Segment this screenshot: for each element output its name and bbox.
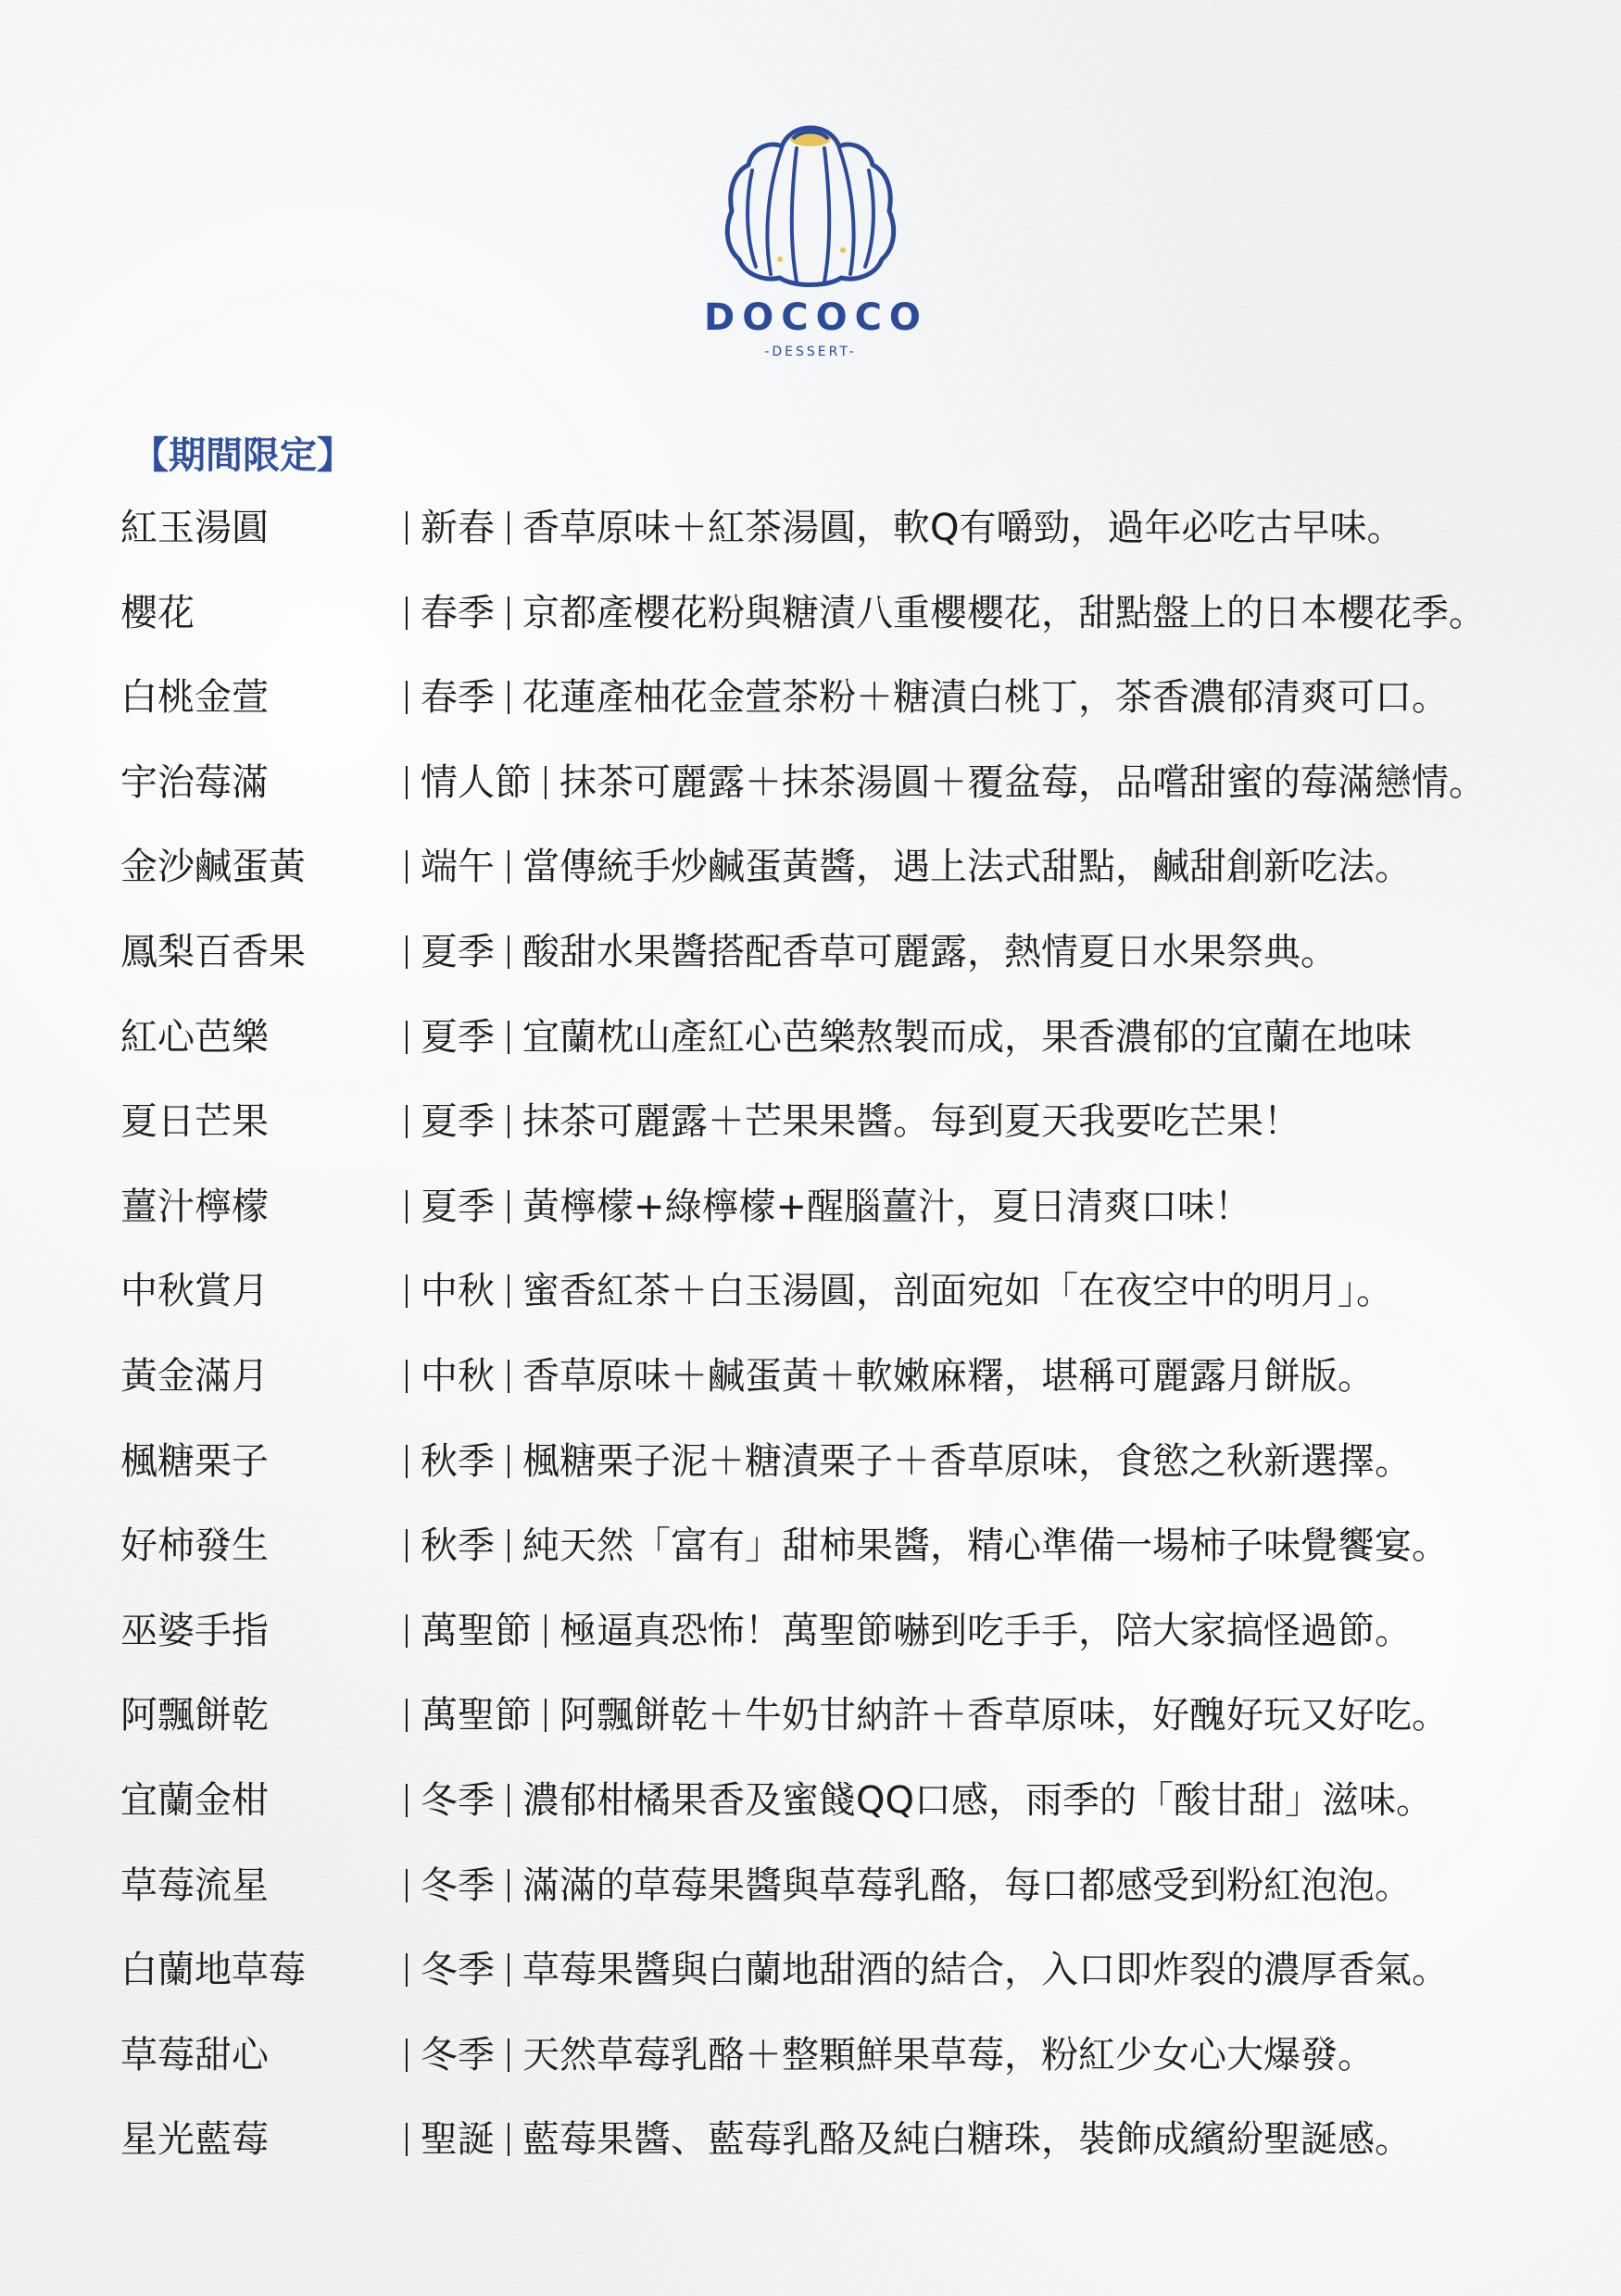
menu-item [120, 924, 1612, 1010]
item-name: 星光藍莓 [120, 2118, 269, 2162]
item-season: 聖誕 [421, 2118, 495, 2162]
item-description: 極逼真恐怖！萬聖節嚇到吃手手，陪大家搞怪過節。 [559, 1609, 1412, 1652]
item-name: 好柿發生 [120, 1524, 269, 1568]
item-detail [406, 1434, 1412, 1489]
separator [508, 1529, 509, 1562]
separator [406, 766, 408, 799]
item-description: 滿滿的草莓果醬與草莓乳酪，每口都感受到粉紅泡泡。 [522, 1863, 1412, 1907]
item-description: 阿飄餅乾＋牛奶甘納許＋香草原味，好醜好玩又好吃。 [559, 1694, 1449, 1738]
item-season: 萬聖節 [421, 1694, 532, 1738]
item-season: 冬季 [421, 1778, 495, 1822]
item-detail [406, 2027, 1375, 2083]
menu-item [120, 2027, 1612, 2113]
item-name: 紅心芭樂 [120, 1015, 269, 1059]
item-season: 春季 [421, 676, 495, 720]
item-name: 宜蘭金柑 [120, 1778, 269, 1822]
item-season: 端午 [421, 846, 495, 889]
item-description: 當傳統手炒鹹蛋黃醬，遇上法式甜點，鹹甜創新吃法。 [522, 846, 1412, 889]
item-season: 萬聖節 [421, 1609, 532, 1652]
brand-logo [704, 111, 928, 370]
item-name: 紅玉湯圓 [120, 507, 269, 549]
menu-item [120, 585, 1612, 671]
menu-item [120, 1349, 1612, 1434]
item-description: 香草原味＋紅茶湯圓，軟Q有嚼勁，過年必吃古早味。 [522, 507, 1404, 549]
item-name: 鳳梨百香果 [120, 930, 306, 973]
item-season: 夏季 [421, 1100, 495, 1144]
item-name: 白桃金萱 [120, 676, 269, 720]
item-season: 情人節 [421, 760, 532, 804]
item-detail [406, 1094, 1301, 1149]
separator [508, 2039, 509, 2072]
separator [406, 1190, 408, 1223]
separator [406, 1021, 408, 1054]
separator [406, 1784, 408, 1817]
menu-item [120, 1179, 1612, 1264]
separator [406, 596, 408, 630]
menu-item [120, 1263, 1612, 1349]
item-description: 黃檸檬+綠檸檬+醒腦薑汁，夏日清爽口味！ [522, 1185, 1252, 1228]
item-detail [406, 2112, 1412, 2167]
separator [406, 850, 408, 884]
separator [406, 1869, 408, 1902]
item-description: 宜蘭枕山產紅心芭樂熬製而成，果香濃郁的宜蘭在地味 [522, 1015, 1412, 1059]
menu-item [120, 1942, 1612, 2027]
item-season: 冬季 [421, 2033, 495, 2076]
item-detail [406, 839, 1412, 895]
separator [406, 1274, 408, 1308]
menu-item [120, 1687, 1612, 1773]
separator [508, 2123, 509, 2156]
item-name: 阿飄餅乾 [120, 1694, 269, 1738]
separator [508, 511, 509, 545]
item-description: 濃郁柑橘果香及蜜餞QQ口感，雨季的「酸甘甜」滋味。 [522, 1778, 1433, 1822]
item-name: 草莓甜心 [120, 2033, 269, 2076]
separator [406, 1529, 408, 1562]
item-description: 抹茶可麗露＋抹茶湯圓＋覆盆莓，品嚐甜蜜的莓滿戀情。 [559, 760, 1486, 804]
separator [508, 1784, 509, 1817]
menu-item [120, 1094, 1612, 1179]
brand-subtitle: -DESSERT- [764, 345, 857, 359]
item-name: 宇治莓滿 [120, 760, 269, 804]
separator [406, 1699, 408, 1732]
item-name: 櫻花 [120, 591, 195, 634]
separator [406, 1614, 408, 1648]
item-detail [406, 1179, 1251, 1235]
separator [545, 1699, 547, 1732]
item-detail [406, 1010, 1412, 1065]
item-description: 酸甜水果醬搭配香草可麗露，熱情夏日水果祭典。 [522, 930, 1338, 973]
item-name: 白蘭地草莓 [120, 1949, 306, 1992]
item-detail [406, 1349, 1375, 1404]
separator [508, 1021, 509, 1054]
menu-item [120, 755, 1612, 840]
brand-name: DOCOCO [704, 296, 928, 339]
separator [508, 1360, 509, 1393]
item-name: 楓糖栗子 [120, 1439, 269, 1483]
separator [406, 2039, 408, 2072]
separator [406, 1445, 408, 1478]
item-season: 夏季 [421, 1185, 495, 1228]
item-season: 中秋 [421, 1354, 495, 1398]
item-season: 秋季 [421, 1524, 495, 1568]
item-detail [406, 500, 1403, 556]
separator [508, 1105, 509, 1138]
menu-item [120, 839, 1612, 924]
menu-item [120, 670, 1612, 755]
item-detail [406, 1942, 1449, 1998]
item-name: 黃金滿月 [120, 1354, 269, 1398]
item-description: 天然草莓乳酪＋整顆鮮果草莓，粉紅少女心大爆發。 [522, 2033, 1375, 2076]
item-detail [406, 1773, 1433, 1828]
item-detail [406, 1603, 1412, 1659]
item-season: 秋季 [421, 1439, 495, 1483]
item-name: 夏日芒果 [120, 1100, 269, 1144]
separator [545, 766, 547, 799]
separator [508, 850, 509, 884]
section-title: 【期間限定】 [132, 434, 354, 477]
item-season: 新春 [421, 507, 495, 549]
separator [406, 1953, 408, 1987]
separator [508, 596, 509, 630]
menu-item [120, 2112, 1612, 2197]
item-season: 夏季 [421, 1015, 495, 1059]
item-name: 金沙鹹蛋黃 [120, 846, 306, 889]
item-description: 京都產櫻花粉與糖漬八重櫻櫻花，甜點盤上的日本櫻花季。 [522, 591, 1486, 634]
item-description: 純天然「富有」甜柿果醬，精心準備一場柿子味覺饗宴。 [522, 1524, 1449, 1568]
separator [406, 1360, 408, 1393]
menu-item [120, 1858, 1612, 1943]
item-detail [406, 670, 1449, 725]
menu-list [120, 500, 1612, 2197]
menu-item [120, 500, 1612, 585]
separator [545, 1614, 547, 1648]
menu-item [120, 1603, 1612, 1688]
item-season: 中秋 [421, 1270, 495, 1313]
item-description: 抹茶可麗露＋芒果果醬。每到夏天我要吃芒果！ [522, 1100, 1301, 1144]
item-season: 春季 [421, 591, 495, 634]
separator [508, 1953, 509, 1987]
separator [406, 681, 408, 714]
item-description: 草莓果醬與白蘭地甜酒的結合，入口即炸裂的濃厚香氣。 [522, 1949, 1449, 1992]
separator [406, 511, 408, 545]
item-detail [406, 585, 1486, 641]
separator [508, 935, 509, 969]
item-season: 冬季 [421, 1863, 495, 1907]
item-description: 花蓮產柚花金萱茶粉＋糖漬白桃丁，茶香濃郁清爽可口。 [522, 676, 1449, 720]
item-name: 草莓流星 [120, 1863, 269, 1907]
separator [508, 681, 509, 714]
item-detail [406, 755, 1486, 810]
menu-item [120, 1773, 1612, 1858]
item-detail [406, 1263, 1393, 1319]
canele-icon [704, 111, 917, 296]
menu-item [120, 1434, 1612, 1519]
item-description: 楓糖栗子泥＋糖漬栗子＋香草原味，食慾之秋新選擇。 [522, 1439, 1412, 1483]
item-description: 藍莓果醬、藍莓乳酪及純白糖珠，裝飾成繽紛聖誕感。 [522, 2118, 1412, 2162]
separator [406, 2123, 408, 2156]
separator [406, 935, 408, 969]
item-season: 夏季 [421, 930, 495, 973]
item-detail [406, 924, 1338, 980]
separator [508, 1190, 509, 1223]
menu-item [120, 1010, 1612, 1095]
item-season: 冬季 [421, 1949, 495, 1992]
separator [508, 1274, 509, 1308]
item-detail [406, 1687, 1449, 1743]
item-name: 薑汁檸檬 [120, 1185, 269, 1228]
separator [406, 1105, 408, 1138]
item-name: 中秋賞月 [120, 1270, 269, 1313]
item-detail [406, 1518, 1449, 1574]
item-detail [406, 1858, 1412, 1913]
separator [508, 1869, 509, 1902]
item-description: 香草原味＋鹹蛋黃＋軟嫩麻糬，堪稱可麗露月餅版。 [522, 1354, 1375, 1398]
item-description: 蜜香紅茶＋白玉湯圓，剖面宛如「在夜空中的明月」。 [522, 1270, 1393, 1313]
item-name: 巫婆手指 [120, 1609, 269, 1652]
separator [508, 1445, 509, 1478]
menu-item [120, 1518, 1612, 1603]
